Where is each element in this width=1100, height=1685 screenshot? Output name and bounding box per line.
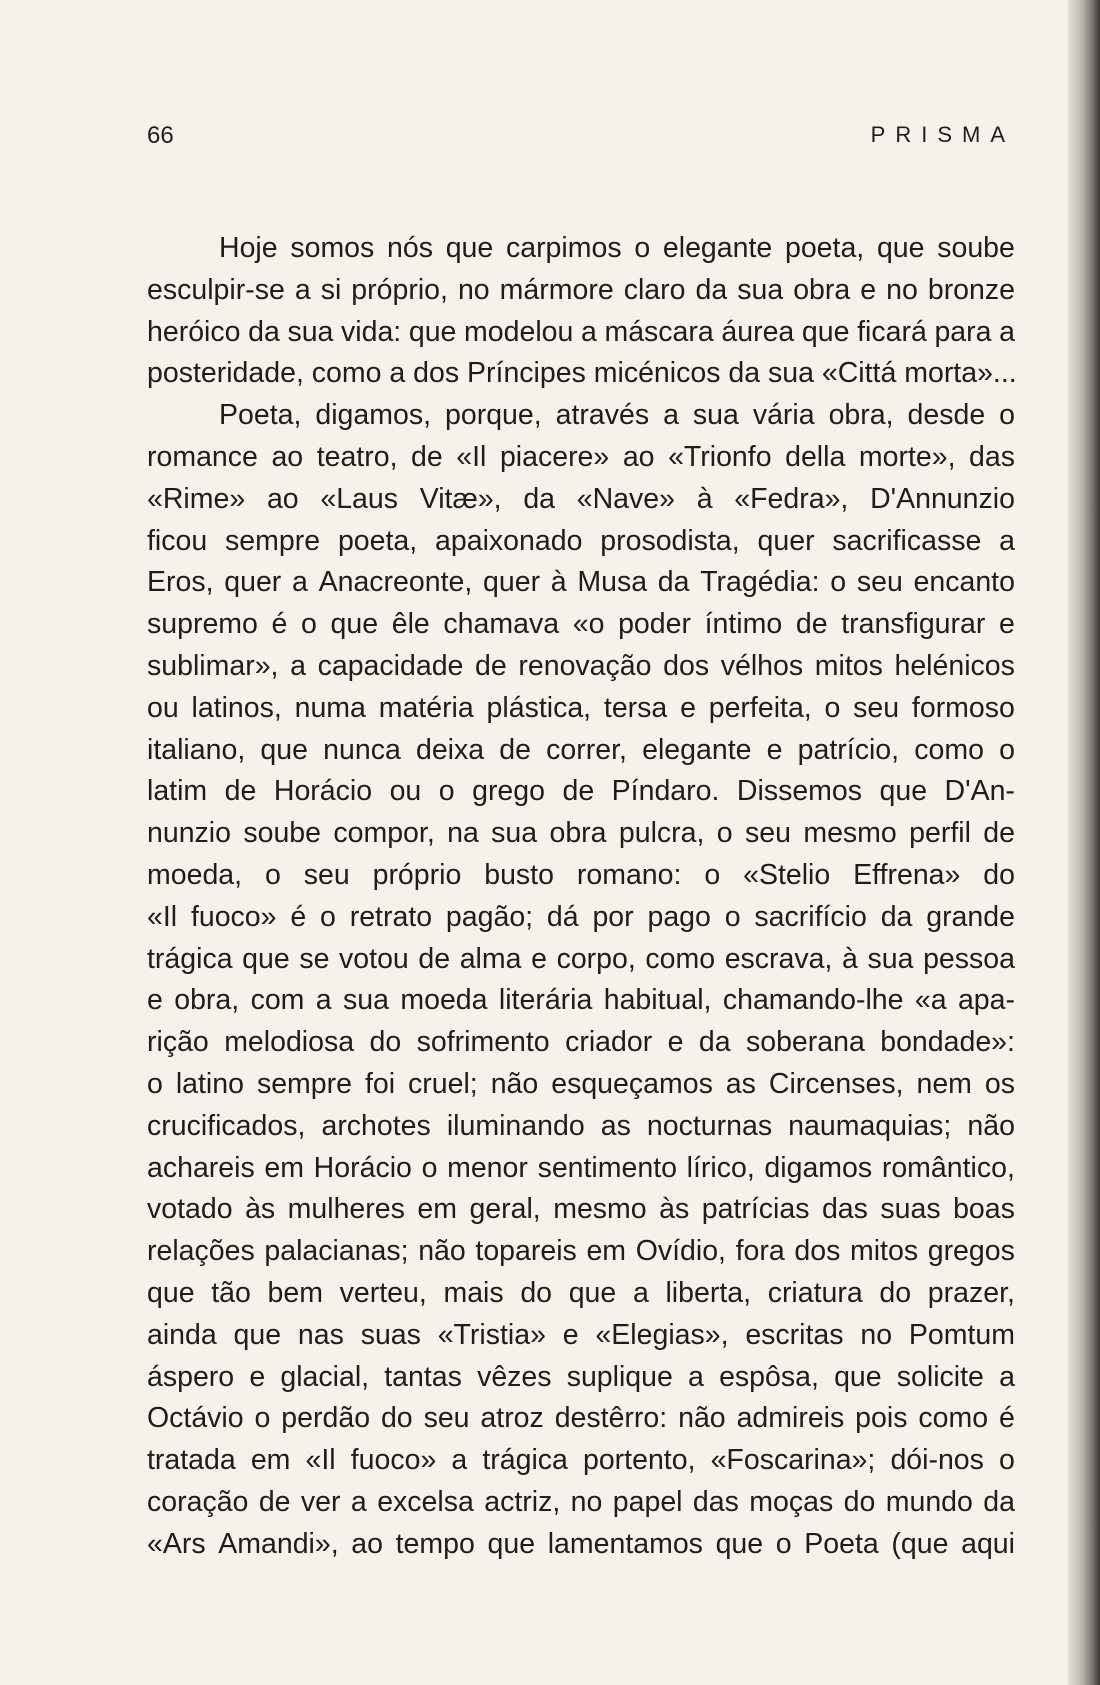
text-line: áspero e glacial, tantas vêzes suplique a espôsa, que solicite a — [147, 1360, 1015, 1393]
text-line: «Il fuoco» é o retrato pagão; dá por pago o sacrifício da grande — [147, 900, 1015, 933]
text-line: romance ao teatro, de «Il piacere» ao «Trionfo della morte», das — [147, 440, 1015, 473]
text-line: Octávio o perdão do seu atroz destêrro: não admireis pois como é — [147, 1402, 1015, 1435]
text-line: que tão bem verteu, mais do que a liberta, criatura do prazer, — [147, 1276, 1015, 1309]
text-line: posteridade, como a dos Príncipes micénicos da sua «Cittá morta»... — [147, 357, 1017, 390]
text-line: votado às mulheres em geral, mesmo às patrícias das suas boas — [147, 1193, 1015, 1226]
text-line: Poeta, digamos, porque, através a sua vária obra, desde o — [219, 399, 1015, 432]
text-line: moeda, o seu próprio busto romano: o «Stelio Effrena» do — [147, 858, 1015, 891]
text-line: Hoje somos nós que carpimos o elegante poeta, que soube — [219, 232, 1015, 264]
text-line: «Ars Amandi», ao tempo que lamentamos que o Poeta (que aqui — [147, 1527, 1015, 1560]
book-spine-shadow — [1068, 0, 1100, 1685]
text-line: trágica que se votou de alma e corpo, como escrava, à sua pessoa — [147, 942, 1015, 975]
running-title: PRISMA — [870, 122, 1015, 147]
text-line: ficou sempre poeta, apaixonado prosodista, quer sacrificasse a — [147, 524, 1015, 557]
text-line: o latino sempre foi cruel; não esqueçamos as Circenses, nem os — [147, 1067, 1015, 1100]
text-line: achareis em Horácio o menor sentimento lírico, digamos romântico, — [147, 1151, 1015, 1184]
body-text — [147, 228, 1015, 1566]
text-line: e obra, com a sua moeda literária habitual, chamando-lhe «a apa- — [147, 984, 1015, 1017]
text-line: heróico da sua vida: que modelou a máscara áurea que ficará para a — [147, 315, 1015, 348]
text-line: esculpir-se a si próprio, no mármore claro da sua obra e no bronze — [147, 273, 1015, 306]
text-line: ainda que nas suas «Tristia» e «Elegias», escritas no Pomtum — [147, 1318, 1015, 1351]
text-line: «Rime» ao «Laus Vitæ», da «Nave» à «Fedra», D'Annunzio — [147, 482, 1015, 515]
page-header — [147, 122, 1015, 158]
page-number: 66 — [147, 122, 174, 149]
text-line: supremo é o que êle chamava «o poder íntimo de transfigurar e — [147, 608, 1015, 641]
text-line: italiano, que nunca deixa de correr, elegante e patrício, como o — [147, 733, 1015, 766]
text-line: coração de ver a excelsa actriz, no papel das moças do mundo da — [147, 1485, 1015, 1518]
text-line: rição melodiosa do sofrimento criador e da soberana bondade»: — [147, 1026, 1015, 1059]
text-line: ou latinos, numa matéria plástica, tersa e perfeita, o seu formoso — [147, 691, 1015, 724]
text-line: Eros, quer a Anacreonte, quer à Musa da Tragédia: o seu encanto — [147, 566, 1015, 599]
text-line: tratada em «Il fuoco» a trágica portento, «Foscarina»; dói-nos o — [147, 1444, 1015, 1477]
text-line: nunzio soube compor, na sua obra pulcra, o seu mesmo perfil de — [147, 817, 1015, 850]
text-line: latim de Horácio ou o grego de Píndaro. Dissemos que D'An- — [147, 775, 1015, 808]
text-line: sublimar», a capacidade de renovação dos vélhos mitos helénicos — [147, 649, 1015, 682]
text-line: relações palacianas; não topareis em Ovídio, fora dos mitos gregos — [147, 1235, 1015, 1268]
text-line: crucificados, archotes iluminando as nocturnas naumaquias; não — [147, 1109, 1015, 1142]
